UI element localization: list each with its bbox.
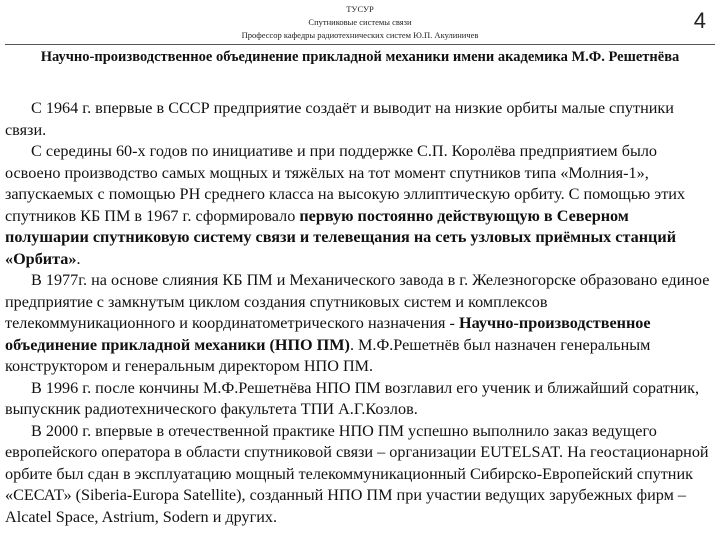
paragraph-text: С середины 60-х годов по инициативе и при поддержке С.П. Королёва предприятием было освоено производство самых мощных и тяжёлых на тот момент спутников типа «Молния-1», запускаемых с помощью РН среднего класса на высокую эллиптическую орбиту. С помощью этих спутников КБ ПМ в 1967 г. сформировало: [5, 142, 686, 225]
paragraph-text: В 1996 г. после кончины М.Ф.Решетнёва НПО ПМ возглавил его ученик и ближайший соратник, выпускник радиотехнического факультета ТПИ А.Г.Козлов.: [5, 378, 700, 418]
slide-body: [5, 98, 711, 528]
paragraph-bold-text: первую постоянно действующую в Северном полушарии спутниковую систему связи и телевещания на сеть узловых приёмных станций «Орбита»: [5, 206, 677, 268]
paragraph-1996: [5, 378, 711, 421]
header-org: ТУСУР: [346, 4, 374, 14]
slide-header: [0, 0, 720, 46]
paragraph-1977: [5, 270, 711, 378]
paragraph-text: . М.Ф.Решетнёв был назначен генеральным конструктором и генеральным директором НПО ПМ.: [5, 335, 651, 375]
header-info: [160, 3, 560, 42]
header-author: Профессор кафедры радиотехнических систем Ю.П. Акулиничев: [241, 30, 479, 40]
page-number: 4: [693, 8, 706, 33]
paragraph-molniya: [5, 141, 711, 270]
paragraph-text: В 1977г. на основе слияния КБ ПМ и Механического завода в г. Железногорске образовано единое предприятие с замкнутым циклом создания спутниковых систем и комплексов телекоммуникационного и координатометрического назначения -: [5, 271, 710, 332]
paragraph-1964: [5, 98, 711, 141]
paragraph-bold-text: Научно-производственное объединение прикладной механики (НПО ПМ): [5, 314, 651, 354]
paragraph-text: С 1964 г. впервые в СССР предприятие создаёт и выводит на низкие орбиты малые спутники связи.: [5, 99, 674, 139]
header-course: Спутниковые системы связи: [308, 17, 412, 27]
header-divider: [5, 44, 715, 45]
paragraph-text: .: [76, 249, 81, 268]
slide-title: Научно-производственное объединение прикладной механики имени академика М.Ф. Решетнёва: [40, 49, 680, 65]
paragraph-2000: [5, 421, 711, 529]
paragraph-text: В 2000 г. впервые в отечественной практике НПО ПМ успешно выполнило заказ ведущего европейского оператора в области спутниковой связи – организации EUTELSAT. На геостационарной орбите был сдан в эксплуатацию мощный телекоммуникационный Сибирско-Европейский спутник «СЕСАТ» (Siberia-Europa Satellite), созданный НПО ПМ при участии ведущих зарубежных фирм – Alcatel Space, Astrium, Sodern и других.: [5, 421, 709, 526]
